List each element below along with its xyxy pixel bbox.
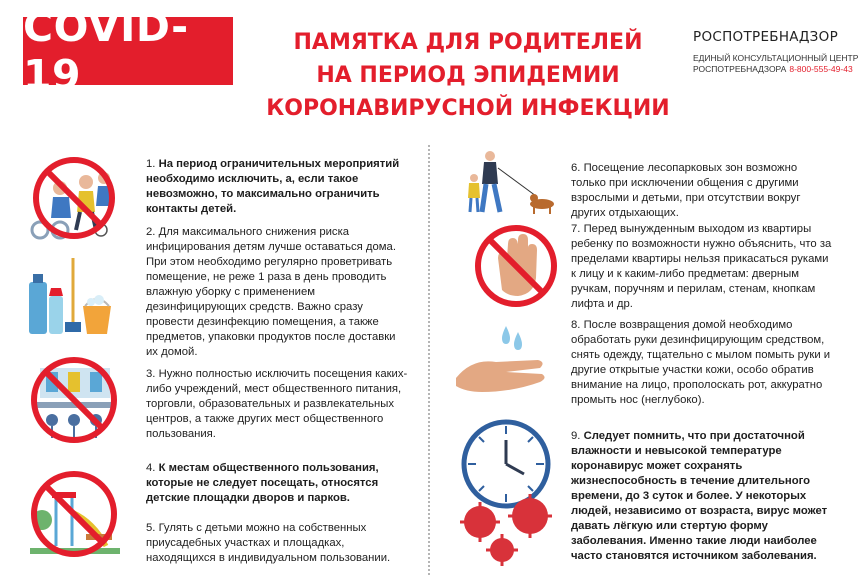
item-6-number: 6. — [571, 162, 584, 174]
covid-badge — [23, 3, 233, 99]
item-8-number: 8. — [571, 319, 584, 331]
list-item-9 — [571, 429, 833, 564]
org-sub-line1: ЕДИНЫЙ КОНСУЛЬТАЦИОННЫЙ ЦЕНТР — [693, 53, 858, 63]
virus-clock-icon — [444, 418, 564, 568]
hand-sanitizer-icon — [452, 322, 552, 394]
org-phone: 8-800-555-49-43 — [789, 63, 853, 74]
list-item-2 — [146, 225, 408, 360]
item-7-text: Перед вынужденным выходом из квартиры ребенку по возможности нужно объяснить, что за пределами квартиры нельзя прикасаться руками к лицу и к каким-либо предметам: дверным ручкам, поручням и перилам, стенам, кнопкам лифта и др. — [571, 223, 832, 310]
list-item-1 — [146, 157, 408, 217]
org-sub-line2: РОСПОТРЕБНАДЗОРА — [693, 63, 787, 74]
item-3-number: 3. — [146, 368, 159, 380]
title-line-2: НА ПЕРИОД ЭПИДЕМИИ — [316, 63, 620, 88]
item-3-text: Нужно полностью исключить посещения каких-либо учреждений, мест общественного питания, торговли, образовательных и развлекательных центров, а также других мест общественного пользования. — [146, 368, 408, 440]
badge-text: COVID-19 — [23, 3, 189, 99]
item-1-number: 1. — [146, 158, 159, 170]
no-touching-hand-icon — [468, 218, 560, 310]
walking-with-dog-icon — [462, 150, 562, 218]
no-public-places-icon — [22, 350, 128, 450]
list-item-3 — [146, 367, 408, 442]
title-line-1: ПАМЯТКА ДЛЯ РОДИТЕЛЕЙ — [293, 30, 643, 55]
item-5-number: 5. — [146, 522, 159, 534]
item-2-text: Для максимального снижения риска инфицирования детям лучше оставаться дома. При этом необходимо регулярно проветривать помещение, не реже 1 раза в день проводить влажную уборку с применением дезинфицирующих средств. Важно сразу провести дезинфекцию помещения, а также предметов, упаковки продуктов после доставки их домой. — [146, 226, 396, 358]
org-name: РОСПОТРЕБНАДЗОР — [693, 29, 839, 45]
list-item-5 — [146, 521, 408, 566]
list-item-8 — [571, 318, 833, 408]
item-4-number: 4. — [146, 462, 159, 474]
item-6-text: Посещение лесопарковых зон возможно только при исключении общения с другими взрослыми и детьми, при отсутствии вокруг других отдыхающих. — [571, 162, 801, 219]
column-divider — [428, 145, 430, 575]
item-4-bold: К местам общественного пользования, которые не следует посещать, относятся детские площадки дворов и парков. — [146, 462, 379, 504]
title-line-3: КОРОНАВИРУСНОЙ ИНФЕКЦИИ — [266, 96, 670, 121]
org-block — [693, 29, 858, 74]
list-item-6 — [571, 161, 833, 221]
item-8-text: После возвращения домой необходимо обработать руки дезинфицирующим средством, снять одежду, тщательно с мылом помыть руки и другие открытые участки кожи, особо обратив внимание на лицо, прополоскать рот, аккуратно промыть нос (неглубоко). — [571, 319, 831, 406]
item-2-number: 2. — [146, 226, 159, 238]
cleaning-supplies-icon — [25, 254, 120, 336]
org-subtitle — [693, 53, 858, 74]
page-title — [253, 26, 683, 125]
list-item-7 — [571, 222, 833, 312]
item-9-number: 9. — [571, 430, 584, 442]
no-playground-icon — [22, 462, 128, 562]
item-9-bold: Следует помнить, что при достаточной влажности и невысокой температуре коронавирус может сохранять жизнеспособность в течение длительного времени, до 3 суток и более. У некоторых людей, независимо от возраста, вирус может давать лёгкую или стертую форму заболевания. Именно такие люди наиболее часто становятся источником заболевания. — [571, 430, 828, 562]
item-7-number: 7. — [571, 223, 584, 235]
item-1-bold: На период ограничительных мероприятий необходимо исключить, а, если такое невозможно, то максимально ограничить контакты детей. — [146, 158, 400, 215]
no-kids-playing-icon — [22, 152, 128, 244]
item-5-text: Гулять с детьми можно на собственных приусадебных участках и площадках, находящихся в индивидуальном пользовании. — [146, 522, 391, 564]
list-item-4 — [146, 461, 408, 506]
